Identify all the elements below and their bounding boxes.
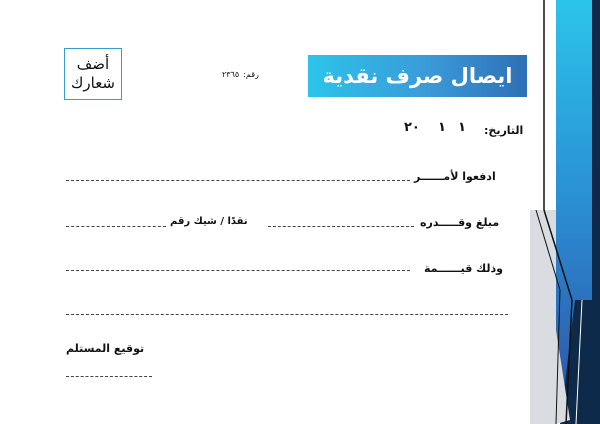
receipt-number-value: ٢٣٦٥: [222, 70, 240, 79]
amount-line[interactable]: [268, 226, 414, 227]
logo-text-line1: أضف: [76, 55, 110, 73]
receipt-title: ايصال صرف نقدية: [322, 64, 513, 88]
date-label: التاريخ:: [484, 124, 524, 137]
for-label: وذلك قيــــــمة: [424, 262, 503, 275]
for-line[interactable]: [66, 270, 410, 271]
pay-to-line[interactable]: [66, 180, 410, 181]
receipt-number: [222, 70, 284, 84]
signature-line[interactable]: [66, 376, 152, 377]
date-value: [404, 120, 480, 138]
receipt-title-banner: [308, 55, 527, 97]
cash-check-label: نقدًا / شيك رقم: [170, 216, 248, 227]
logo-text-line2: شعارك: [71, 74, 115, 92]
date-year: ٢٠: [404, 120, 420, 135]
date-month: ١: [438, 120, 446, 135]
date-day: ١: [458, 120, 466, 135]
receipt-number-label: رقم:: [243, 70, 259, 79]
check-number-line[interactable]: [66, 226, 166, 227]
pay-to-label: ادفعوا لأمــــــر: [414, 170, 496, 183]
extra-blank-line[interactable]: [66, 314, 508, 315]
amount-label: مبلغ وقـــــدره: [420, 216, 500, 229]
logo-placeholder[interactable]: [64, 48, 122, 100]
signature-label: توقيع المستلم: [66, 342, 145, 355]
